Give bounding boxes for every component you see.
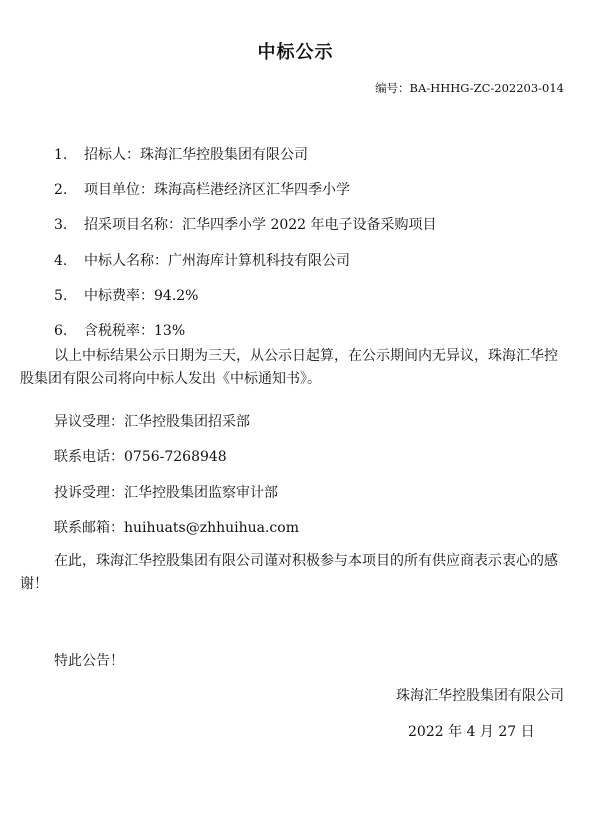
list-item-number: 1. [54,147,68,163]
list-item-number: 6. [54,323,68,339]
closing-statement: 特此公告！ [54,653,124,669]
signature-date: 2022 年 4 月 27 日 [408,724,535,740]
list-item-number: 2. [54,182,68,198]
list-item [54,214,437,234]
list-item-number: 4. [54,253,68,269]
signature-company: 珠海汇华控股集团有限公司 [396,688,564,704]
thanks-paragraph: 在此，珠海汇华控股集团有限公司谨对积极参与本项目的所有供应商表示衷心的感谢！ [20,553,558,592]
objection-contact: 异议受理：汇华控股集团招采部 [54,414,250,430]
list-item [54,179,350,199]
result-paragraph: 以上中标结果公示日期为三天，从公示日起算，在公示期间内无异议，珠海汇华控股集团有限公司将向中标人发出《中标通知书》。 [20,348,558,387]
list-item [54,285,198,305]
list-item-text: 招采项目名称：汇华四季小学 2022 年电子设备采购项目 [84,217,437,233]
document-number: 编号：BA-HHHG-ZC-202203-014 [375,81,564,95]
complaint-contact: 投诉受理：汇华控股集团监察审计部 [54,485,278,501]
list-item-text: 招标人：珠海汇华控股集团有限公司 [84,147,308,163]
list-item [54,144,308,164]
list-item [54,320,185,340]
page-title: 中标公示 [257,42,334,63]
list-item-text: 中标人名称：广州海库计算机科技有限公司 [84,253,350,269]
list-item-text: 项目单位：珠海高栏港经济区汇华四季小学 [84,182,350,198]
list-item [54,250,350,270]
contact-phone: 联系电话：0756-7268948 [54,449,227,465]
list-item-text: 中标费率：94.2% [84,288,199,304]
list-item-number: 3. [54,217,68,233]
list-item-text: 含税税率：13% [84,323,186,339]
contact-email: 联系邮箱：huihuats@zhhuihua.com [54,520,299,536]
list-item-number: 5. [54,288,68,304]
